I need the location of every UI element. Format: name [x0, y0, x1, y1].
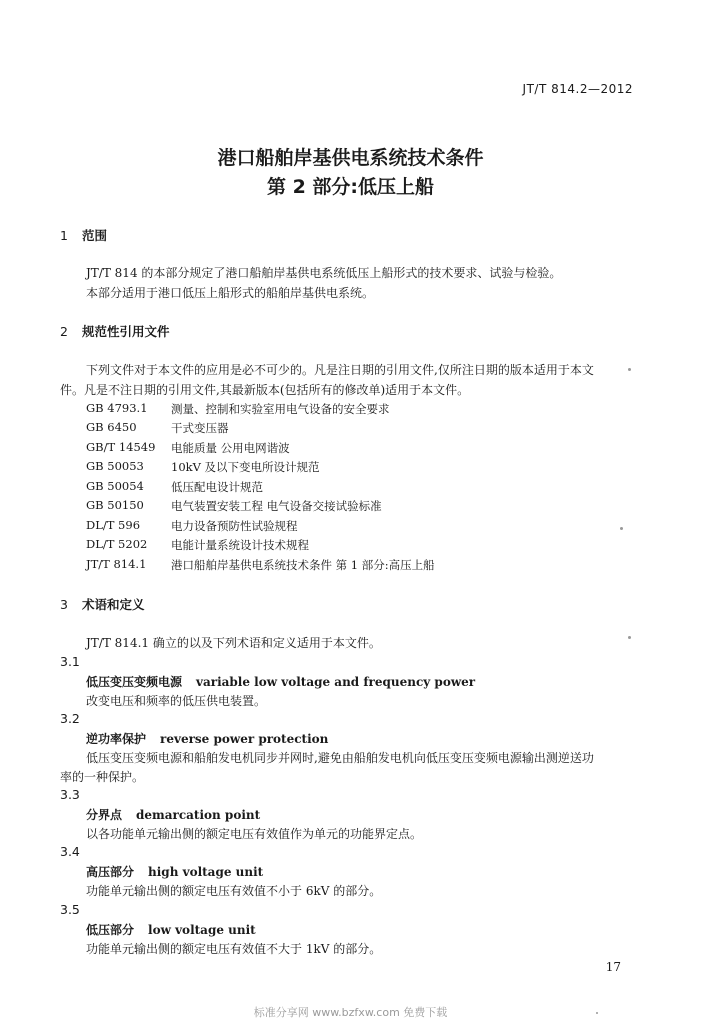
- term-en: demarcation point: [136, 808, 261, 822]
- ref-code: GB 50054: [86, 479, 144, 493]
- section-title: 范围: [82, 228, 108, 243]
- refs-intro: 下列文件对于本文件的应用是必不可少的。凡是注日期的引用文件,仅所注日期的版本适用于本文: [86, 363, 594, 377]
- ref-code: JT/T 814.1: [86, 557, 147, 571]
- term-en: reverse power protection: [160, 732, 329, 746]
- term-entry: [86, 806, 260, 823]
- term-zh: 逆功率保护: [86, 732, 147, 746]
- section-title: 规范性引用文件: [82, 324, 170, 339]
- scope-paragraph: 本部分适用于港口低压上船形式的船舶岸基供电系统。: [86, 286, 375, 300]
- term-en: variable low voltage and frequency power: [196, 675, 476, 689]
- ref-title: 电能计量系统设计技术规程: [171, 538, 309, 552]
- ref-code: DL/T 596: [86, 518, 141, 532]
- section-title: 术语和定义: [82, 597, 145, 612]
- term-entry: [86, 673, 475, 690]
- clause-number: 3.5: [60, 902, 80, 917]
- scan-speck: [620, 527, 623, 530]
- term-zh: 高压部分: [86, 865, 135, 879]
- ref-code: GB 6450: [86, 420, 137, 434]
- term-definition: 低压变压变频电源和船舶发电机同步并网时,避免由船舶发电机向低压变压变频电源输出测逆送功: [86, 751, 594, 765]
- section-heading-scope: [60, 226, 107, 244]
- scan-speck: [596, 1012, 598, 1014]
- section-heading-refs: [60, 322, 170, 340]
- term-entry: [86, 730, 328, 747]
- term-definition: 改变电压和频率的低压供电装置。: [86, 694, 267, 708]
- term-definition: 率的一种保护。: [60, 770, 145, 784]
- ref-title: 10kV 及以下变电所设计规范: [171, 460, 320, 474]
- section-number: 1: [60, 228, 68, 243]
- section-number: 3: [60, 597, 68, 612]
- document-subtitle: 第 2 部分:低压上船: [266, 176, 435, 198]
- term-zh: 低压变压变频电源: [86, 675, 183, 689]
- section-number: 2: [60, 324, 68, 339]
- watermark-footer: 标准分享网 www.bzfxw.com 免费下载: [253, 1006, 448, 1019]
- ref-title: 测量、控制和实验室用电气设备的安全要求: [171, 402, 390, 416]
- clause-number: 3.2: [60, 711, 80, 726]
- ref-title: 电能质量 公用电网谐波: [171, 441, 290, 455]
- term-en: low voltage unit: [148, 923, 256, 937]
- term-entry: [86, 921, 256, 938]
- ref-title: 电力设备预防性试验规程: [171, 519, 298, 533]
- ref-title: 低压配电设计规范: [171, 480, 263, 494]
- term-zh: 低压部分: [86, 923, 135, 937]
- ref-code: GB 50053: [86, 459, 144, 473]
- ref-code: DL/T 5202: [86, 537, 148, 551]
- document-title: 港口船舶岸基供电系统技术条件: [217, 147, 484, 169]
- ref-title: 电气装置安装工程 电气设备交接试验标准: [171, 499, 382, 513]
- clause-number: 3.4: [60, 844, 80, 859]
- term-definition: 功能单元输出侧的额定电压有效值不大于 1kV 的部分。: [86, 942, 382, 956]
- ref-code: GB 4793.1: [86, 401, 148, 415]
- scope-paragraph: JT/T 814 的本部分规定了港口船舶岸基供电系统低压上船形式的技术要求、试验与检验。: [86, 266, 562, 280]
- ref-code: GB 50150: [86, 498, 144, 512]
- scan-speck: [628, 368, 631, 371]
- scan-speck: [628, 636, 631, 639]
- term-definition: 功能单元输出侧的额定电压有效值不小于 6kV 的部分。: [86, 884, 382, 898]
- term-entry: [86, 863, 263, 880]
- clause-number: 3.3: [60, 787, 80, 802]
- section-heading-terms: [60, 595, 145, 613]
- refs-intro: 件。凡是不注日期的引用文件,其最新版本(包括所有的修改单)适用于本文件。: [60, 383, 470, 397]
- term-zh: 分界点: [86, 808, 123, 822]
- terms-intro: JT/T 814.1 确立的以及下列术语和定义适用于本文件。: [86, 636, 381, 650]
- clause-number: 3.1: [60, 654, 80, 669]
- standard-code: JT/T 814.2—2012: [522, 82, 633, 96]
- ref-title: 干式变压器: [171, 421, 229, 435]
- ref-title: 港口船舶岸基供电系统技术条件 第 1 部分:高压上船: [171, 558, 435, 572]
- page-number: 17: [605, 960, 621, 974]
- term-en: high voltage unit: [148, 865, 264, 879]
- ref-code: GB/T 14549: [86, 440, 156, 454]
- term-definition: 以各功能单元输出侧的额定电压有效值作为单元的功能界定点。: [86, 827, 423, 841]
